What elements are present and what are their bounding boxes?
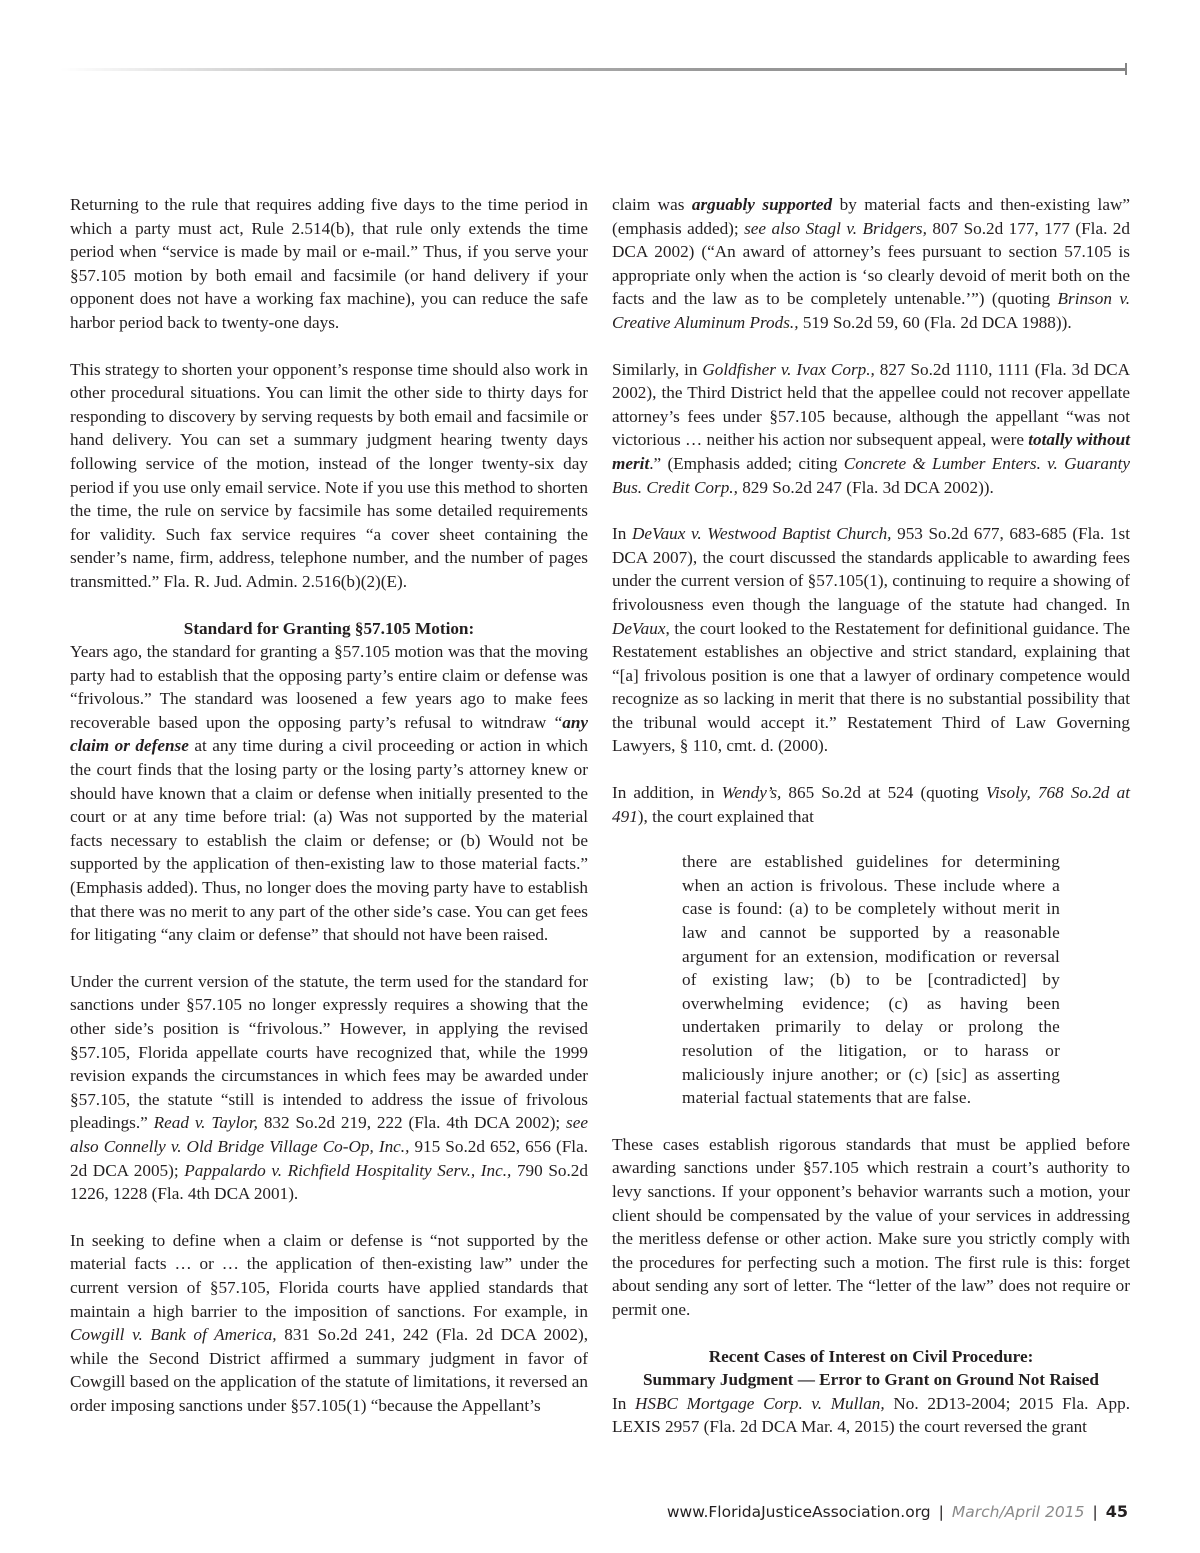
paragraph: In addition, in Wendy’s, 865 So.2d at 524 (quoting Visoly, 768 So.2d at 491), the court explained that [612, 783, 1130, 826]
header-rule-cap [1125, 63, 1127, 75]
website-link[interactable]: www.FloridaJusticeAssociation.org [666, 1503, 931, 1521]
subsection-heading: Summary Judgment — Error to Grant on Ground Not Raised [643, 1370, 1099, 1390]
section-heading: Recent Cases of Interest on Civil Procedure: [708, 1346, 1034, 1366]
paragraph: In DeVaux v. Westwood Baptist Church, 953 So.2d 677, 683-685 (Fla. 1st DCA 2007), the court discussed the standards applicable to awarding fees under the current version of §57.105(1), continuing to require a showing of frivolousness even though the language of the statute had changed. In DeVaux, the court looked to the Restatement for definitional guidance. The Restatement establishes an objective and strict standard, explaining that “[a] frivolous position is one that a lawyer of ordinary competence would recognize as so lacking in merit that there is no substantial possibility that the tribunal would accept it.” Restatement Third of Law Governing Lawyers, § 110, cmt. d. (2000). [612, 524, 1130, 756]
paragraph: Returning to the rule that requires adding five days to the time period in which a party must act, Rule 2.514(b), that rule only extends the time period when “service is made by mail or e-mail.” Thus, if you serve your §57.105 motion by both email and facsimile (or hand delivery if your opponent does not have a working fax machine), you can reduce the safe harbor period back to twenty-one days. [70, 195, 588, 332]
paragraph: claim was arguably supported by material facts and then-existing law” (emphasis added); see also Stagl v. Bridgers, 807 So.2d 177, 177 (Fla. 2d DCA 2002) (“An award of attorney’s fees pursuant to section 57.105 is appropriate only when the action is ‘so clearly devoid of merit both on the facts and the law as to be completely untenable.’”) (quoting Brinson v. Creative Aluminum Prods., 519 So.2d 59, 60 (Fla. 2d DCA 1988)). [612, 195, 1130, 332]
section-heading: Standard for Granting §57.105 Motion: [183, 618, 475, 638]
block-quote: there are established guidelines for determining when an action is frivolous. These include where a case is found: (a) to be completely without merit in law and cannot be supported by a reasonable argument for an extension, modification or reversal of existing law; (b) to be [contradicted] by overwhelming evidence; (c) as having been undertaken primarily to delay or prolong the resolution of the litigation, or to harass or maliciously injure another; or (c) [sic] as asserting material factual statements that are false. [682, 852, 1060, 1108]
paragraph: This strategy to shorten your opponent’s response time should also work in other procedural situations. You can limit the other side to thirty days for responding to discovery by serving requests by both email and facsimile or hand delivery. You can set a summary judgment hearing twenty days following service of the motion, instead of the longer twenty-six day period if you use only email service. Note if you use this method to shorten the time, the rule on service by facsimile has some detailed requirements for validity. Such fax service requires “a cover sheet containing the sender’s name, firm, address, telephone number, and the number of pages transmitted.” Fla. R. Jud. Admin. 2.516(b)(2)(E). [70, 359, 588, 591]
page-number: 45 [1105, 1502, 1128, 1521]
header-rule [60, 68, 1126, 71]
paragraph: In seeking to define when a claim or defense is “not supported by the material facts … or … the application of then-existing law” under the current version of §57.105, Florida courts have applied standards that maintain a high barrier to the imposition of sanctions. For example, in Cowgill v. Bank of America, 831 So.2d 241, 242 (Fla. 2d DCA 2002), while the Second District affirmed a summary judgment in favor of Cowgill based on the application of the statute of limitations, it reversed an order imposing sanctions under §57.105(1) “because the Appellant’s [70, 1230, 588, 1415]
issue-date: March/April 2015 [951, 1503, 1085, 1521]
page-footer [667, 1499, 1128, 1525]
paragraph: Similarly, in Goldfisher v. Ivax Corp., 827 So.2d 1110, 1111 (Fla. 3d DCA 2002), the Third District held that the appellee could not recover appellate attorney’s fees under §57.105 because, although the appellant “was not victorious … neither his action nor subsequent appeal, were totally without merit.” (Emphasis added; citing Concrete & Lumber Enters. v. Guaranty Bus. Credit Corp., 829 So.2d 247 (Fla. 3d DCA 2002)). [612, 359, 1131, 497]
paragraph: Years ago, the standard for granting a §57.105 motion was that the moving party had to establish that the opposing party’s entire claim or defense was “frivolous.” The standard was loosened a few years ago to make fees recoverable based upon the opposing party’s refusal to witndraw “any claim or defense at any time during a civil proceeding or action in which the court finds that the losing party or the losing party’s attorney knew or should have known that a claim or defense when initially presented to the court or at any time before trial: (a) Was not supported by the material facts necessary to establish the claim or defense; or (b) Would not be supported by the application of then-existing law to those material facts.” (Emphasis added). Thus, no longer does the moving party have to establish that there was no merit to any part of the other side’s case. You can get fees for litigating “any claim or defense” that should not have been raised. [70, 642, 588, 945]
left-column [70, 193, 588, 1418]
right-column [612, 193, 1130, 1439]
paragraph: Under the current version of the statute, the term used for the standard for sanctions under §57.105 no longer expressly requires a showing that the other side’s position is “frivolous.” However, in applying the revised §57.105, Florida appellate courts have recognized that, while the 1999 revision expands the circumstances in which fees may be awarded under §57.105, the statute “still is intended to address the issue of frivolous pleadings.” Read v. Taylor, 832 So.2d 219, 222 (Fla. 4th DCA 2002); see also Connelly v. Old Bridge Village Co-Op, Inc., 915 So.2d 652, 656 (Fla. 2d DCA 2005); Pappalardo v. Richfield Hospitality Serv., Inc., 790 So.2d 1226, 1228 (Fla. 4th DCA 2001). [70, 971, 588, 1204]
paragraph: These cases establish rigorous standards that must be applied before awarding sanctions under §57.105 which restrain a court’s authority to levy sanctions. If your opponent’s behavior warrants such a motion, your client should be compensated by the value of your services in addressing the meritless defense or other action. Make sure you strictly comply with the procedures for perfecting such a motion. The first rule is this: forget about sending any sort of letter. The “letter of the law” does not require or permit one. [612, 1134, 1130, 1319]
footer-separator: | [1092, 1503, 1098, 1521]
footer-separator: | [938, 1503, 944, 1521]
paragraph: In HSBC Mortgage Corp. v. Mullan, No. 2D13-2004; 2015 Fla. App. LEXIS 2957 (Fla. 2d DCA Mar. 4, 2015) the court reversed the grant [612, 1393, 1130, 1437]
